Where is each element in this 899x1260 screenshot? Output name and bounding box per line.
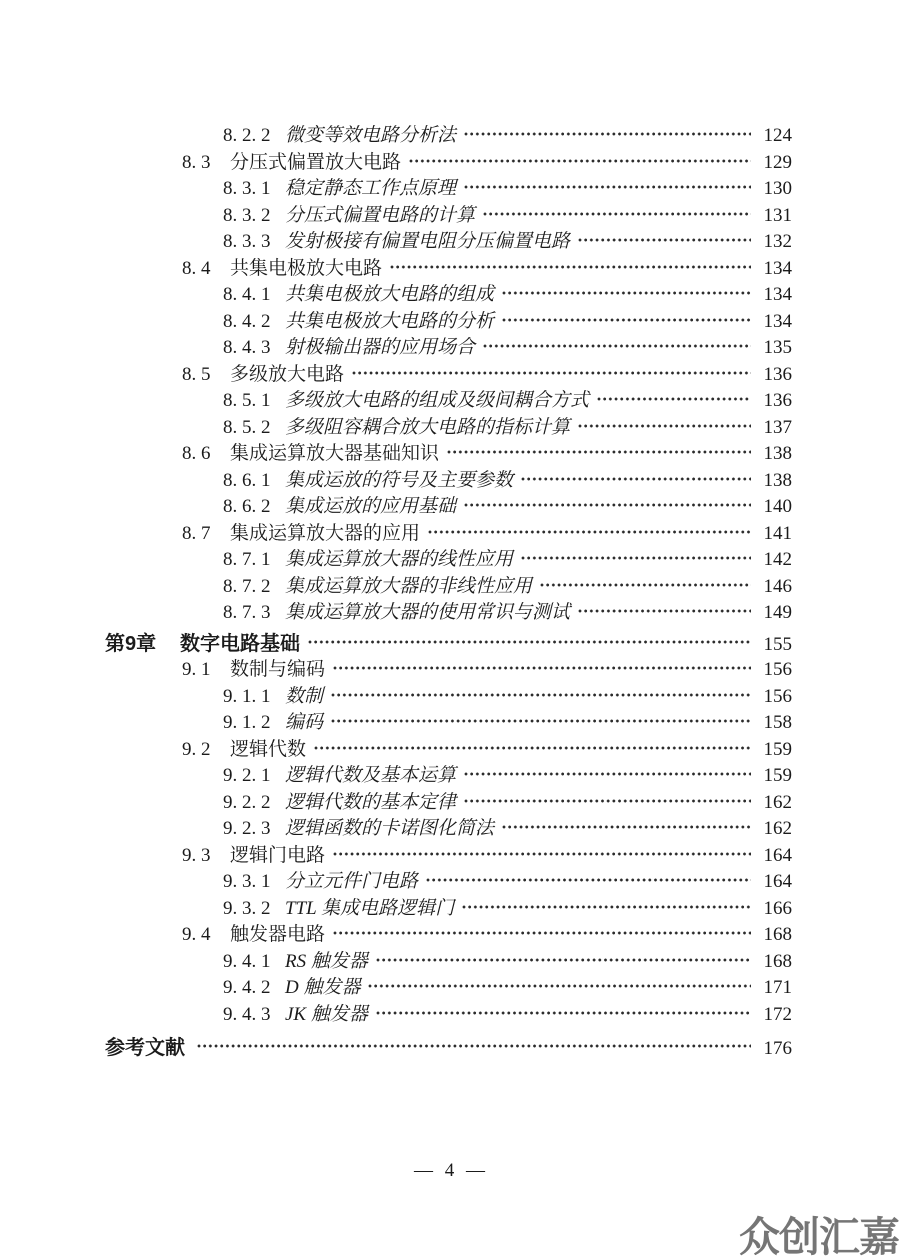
- toc-entry-page: 156: [763, 659, 792, 680]
- dot-leader: [308, 640, 751, 644]
- toc-entry: [0, 309, 899, 336]
- toc-entry-number: 8. 7: [182, 522, 211, 544]
- toc-entry: [0, 229, 899, 256]
- toc-entry: [0, 150, 899, 177]
- toc-entry-number: 9. 1. 1: [223, 685, 271, 707]
- toc-entry-number: 9. 2. 1: [223, 765, 271, 786]
- toc-entry-number: 9. 3. 2: [223, 897, 271, 919]
- toc-entry-title: 多级放大电路: [230, 363, 345, 385]
- toc-entry-number: 8. 5. 2: [223, 416, 271, 438]
- toc-entry-title: 集成运放的符号及主要参数: [285, 469, 514, 491]
- toc-entry-page: 162: [763, 791, 792, 813]
- toc-entry-title: 集成运算放大器的线性应用: [285, 549, 514, 570]
- toc-entry: [0, 282, 899, 309]
- toc-entry: [0, 494, 899, 521]
- toc-entry: [0, 869, 899, 896]
- toc-entry-number: 8. 6. 1: [223, 469, 271, 491]
- toc-entry-number: 8. 6: [182, 443, 211, 464]
- toc-entry-title: D 触发器: [285, 977, 361, 998]
- toc-entry-number: 9. 4. 1: [223, 950, 271, 972]
- toc-entry-title: 集成运算放大器的非线性应用: [285, 575, 533, 597]
- toc-entry: [0, 362, 899, 389]
- toc-entry-number: 9. 1. 2: [223, 712, 271, 733]
- toc-entry-page: 138: [763, 469, 792, 491]
- dot-leader: [331, 693, 751, 697]
- toc-entry-page: 130: [763, 178, 792, 199]
- toc-entry-number: 8. 6. 2: [223, 496, 271, 517]
- footer-page-number: — 4 —: [414, 1160, 485, 1181]
- toc-entry: [0, 547, 899, 574]
- toc-entry: [0, 843, 899, 870]
- toc-entry: [0, 949, 899, 976]
- toc-entry-number: 8. 3. 3: [223, 231, 271, 252]
- dot-leader: [333, 931, 751, 935]
- watermark-logo: 众创汇嘉: [739, 1214, 899, 1260]
- toc-entry-title: 分压式偏置电路的计算: [285, 204, 476, 226]
- toc-entry: [0, 631, 899, 658]
- toc-entry-page: 166: [763, 897, 792, 919]
- toc-entry-page: 134: [763, 284, 792, 305]
- toc-entry-number: 9. 3: [182, 844, 211, 866]
- toc-entry-title: 微变等效电路分析法: [285, 125, 457, 146]
- toc-entry-page: 171: [763, 977, 792, 998]
- dot-leader: [597, 397, 751, 401]
- toc-entry-page: 137: [763, 416, 792, 438]
- toc-entry: [0, 441, 899, 468]
- toc-entry-page: 132: [763, 231, 792, 252]
- toc-entry: [0, 896, 899, 923]
- toc-entry: [0, 415, 899, 442]
- toc-entry: [0, 574, 899, 601]
- toc-entry: [0, 763, 899, 790]
- toc-entry-page: 162: [763, 818, 792, 839]
- toc-entry-page: 141: [763, 522, 792, 544]
- toc-entry-title: 逻辑代数: [230, 738, 307, 760]
- toc-entry: [0, 657, 899, 684]
- toc-entry-number: 8. 3: [182, 151, 211, 173]
- dot-leader: [464, 185, 751, 189]
- toc-entry: [0, 335, 899, 362]
- toc-entry-page: 172: [763, 1003, 792, 1025]
- toc-entry-number: 8. 5: [182, 363, 211, 385]
- dot-leader: [197, 1044, 751, 1048]
- toc-entry-page: 168: [763, 950, 792, 972]
- toc-entry-page: 159: [763, 738, 792, 760]
- toc-entry-number: 9. 3. 1: [223, 871, 271, 892]
- toc-entry-title: 逻辑函数的卡诺图化简法: [285, 818, 495, 839]
- toc-entry-number: 8. 3. 1: [223, 178, 271, 199]
- toc-entry: [0, 256, 899, 283]
- toc-entry-number: 8. 4: [182, 257, 211, 279]
- toc-entry: [0, 468, 899, 495]
- toc-entry-title: TTL 集成电路逻辑门: [285, 897, 455, 919]
- toc-entry-number: 8. 4. 1: [223, 284, 271, 305]
- dot-leader: [409, 159, 751, 163]
- toc-entry-title: 数制: [285, 685, 324, 707]
- toc-entry-title: 分立元件门电路: [285, 871, 419, 892]
- toc-entry-number: 第9章: [105, 632, 157, 655]
- toc-entry-title: 逻辑代数的基本定律: [285, 791, 457, 813]
- toc-entry-number: 9. 2: [182, 738, 211, 760]
- toc-entry: [0, 975, 899, 1002]
- toc-entry-page: 176: [763, 1038, 792, 1059]
- dot-leader: [483, 212, 751, 216]
- dot-leader: [376, 1011, 751, 1015]
- dot-leader: [428, 530, 751, 534]
- toc-entry-title: 数制与编码: [230, 659, 326, 680]
- dot-leader: [426, 878, 751, 882]
- toc-entry-page: 155: [763, 633, 792, 655]
- dot-leader: [464, 772, 751, 776]
- toc-entry-title: 逻辑门电路: [230, 844, 326, 866]
- toc-entry-title: 分压式偏置放大电路: [230, 151, 402, 173]
- toc-entry-page: 134: [763, 310, 792, 332]
- dot-leader: [376, 958, 751, 962]
- toc-entry: [0, 1035, 899, 1062]
- toc-entry-title: 触发器电路: [230, 924, 326, 945]
- toc-entry-page: 159: [763, 765, 792, 786]
- toc-entry-number: 8. 3. 2: [223, 204, 271, 226]
- dot-leader: [314, 746, 751, 750]
- dot-leader: [333, 852, 751, 856]
- toc-entry: [0, 1002, 899, 1029]
- toc-entry: [0, 737, 899, 764]
- toc-entry-page: 158: [763, 712, 792, 733]
- dot-leader: [578, 424, 751, 428]
- toc-entry-page: 140: [763, 496, 792, 517]
- toc-entry-title: 数字电路基础: [180, 632, 300, 655]
- dot-leader: [521, 556, 751, 560]
- toc-entry-title: RS 触发器: [285, 950, 368, 972]
- toc-entry-title: 共集电极放大电路: [230, 257, 383, 279]
- toc-entry: [0, 176, 899, 203]
- toc-entry-page: 142: [763, 549, 792, 570]
- toc-entry-page: 131: [763, 204, 792, 226]
- dot-leader: [578, 609, 751, 613]
- toc-entry-page: 124: [763, 125, 792, 146]
- toc-entry-page: 129: [763, 151, 792, 173]
- toc-entry-number: 9. 4: [182, 924, 211, 945]
- toc-entry-number: 8. 7. 2: [223, 575, 271, 597]
- toc-entry-number: 9. 4. 2: [223, 977, 271, 998]
- toc-entry-title: 集成运算放大器的应用: [230, 522, 421, 544]
- toc-entry: [0, 600, 899, 627]
- dot-leader: [464, 132, 751, 136]
- dot-leader: [483, 344, 751, 348]
- dot-leader: [464, 799, 751, 803]
- toc-entry-title: 集成运算放大器的使用常识与测试: [285, 602, 571, 623]
- toc-entry: [0, 816, 899, 843]
- toc-entry-title: 共集电极放大电路的组成: [285, 284, 495, 305]
- toc-entry-number: 9. 2. 3: [223, 818, 271, 839]
- dot-leader: [502, 825, 751, 829]
- toc-entry-title: 编码: [285, 712, 324, 733]
- toc-entry-number: 8. 5. 1: [223, 390, 271, 411]
- dot-leader: [502, 291, 751, 295]
- toc-entry: [0, 521, 899, 548]
- toc-entry-title: 逻辑代数及基本运算: [285, 765, 457, 786]
- toc-entry-number: 9. 1: [182, 659, 211, 680]
- dot-leader: [502, 318, 751, 322]
- toc-entry-page: 146: [763, 575, 792, 597]
- toc-entry: [0, 123, 899, 150]
- toc-entry-title: 射极输出器的应用场合: [285, 337, 476, 358]
- toc-entry: [0, 710, 899, 737]
- dot-leader: [333, 666, 751, 670]
- toc-entry-title: 集成运算放大器基础知识: [230, 443, 440, 464]
- toc-entry-page: 136: [763, 390, 792, 411]
- toc-entry-page: 138: [763, 443, 792, 464]
- toc-entry-page: 149: [763, 602, 792, 623]
- toc-entry-title: JK 触发器: [285, 1003, 368, 1025]
- table-of-contents: [0, 123, 899, 1062]
- toc-entry-title: 多级放大电路的组成及级间耦合方式: [285, 390, 590, 411]
- dot-leader: [540, 583, 751, 587]
- toc-entry-number: 8. 4. 3: [223, 337, 271, 358]
- toc-entry: [0, 790, 899, 817]
- toc-entry-number: 8. 4. 2: [223, 310, 271, 332]
- toc-entry: [0, 203, 899, 230]
- toc-entry-page: 168: [763, 924, 792, 945]
- dot-leader: [352, 371, 751, 375]
- toc-entry-page: 156: [763, 685, 792, 707]
- toc-entry-title: 多级阻容耦合放大电路的指标计算: [285, 416, 571, 438]
- dot-leader: [447, 450, 751, 454]
- toc-entry: [0, 684, 899, 711]
- toc-entry-title: 共集电极放大电路的分析: [285, 310, 495, 332]
- toc-entry-page: 135: [763, 337, 792, 358]
- page-footer: [0, 1160, 899, 1182]
- dot-leader: [462, 905, 751, 909]
- dot-leader: [578, 238, 751, 242]
- toc-entry: [0, 388, 899, 415]
- toc-entry-number: 9. 2. 2: [223, 791, 271, 813]
- dot-leader: [368, 984, 751, 988]
- dot-leader: [521, 477, 751, 481]
- dot-leader: [390, 265, 751, 269]
- toc-entry-number: 9. 4. 3: [223, 1003, 271, 1025]
- dot-leader: [331, 719, 751, 723]
- toc-entry-number: 8. 7. 3: [223, 602, 271, 623]
- toc-entry-page: 134: [763, 257, 792, 279]
- toc-entry-page: 164: [763, 844, 792, 866]
- toc-entry-title: 稳定静态工作点原理: [285, 178, 457, 199]
- toc-entry-title: 发射极接有偏置电阻分压偏置电路: [285, 231, 571, 252]
- toc-entry-number: 8. 2. 2: [223, 125, 271, 146]
- toc-entry: [0, 922, 899, 949]
- toc-entry-number: 8. 7. 1: [223, 549, 271, 570]
- dot-leader: [464, 503, 751, 507]
- toc-entry-page: 164: [763, 871, 792, 892]
- toc-entry-page: 136: [763, 363, 792, 385]
- toc-entry-title: 集成运放的应用基础: [285, 496, 457, 517]
- toc-entry-title: 参考文献: [105, 1037, 185, 1059]
